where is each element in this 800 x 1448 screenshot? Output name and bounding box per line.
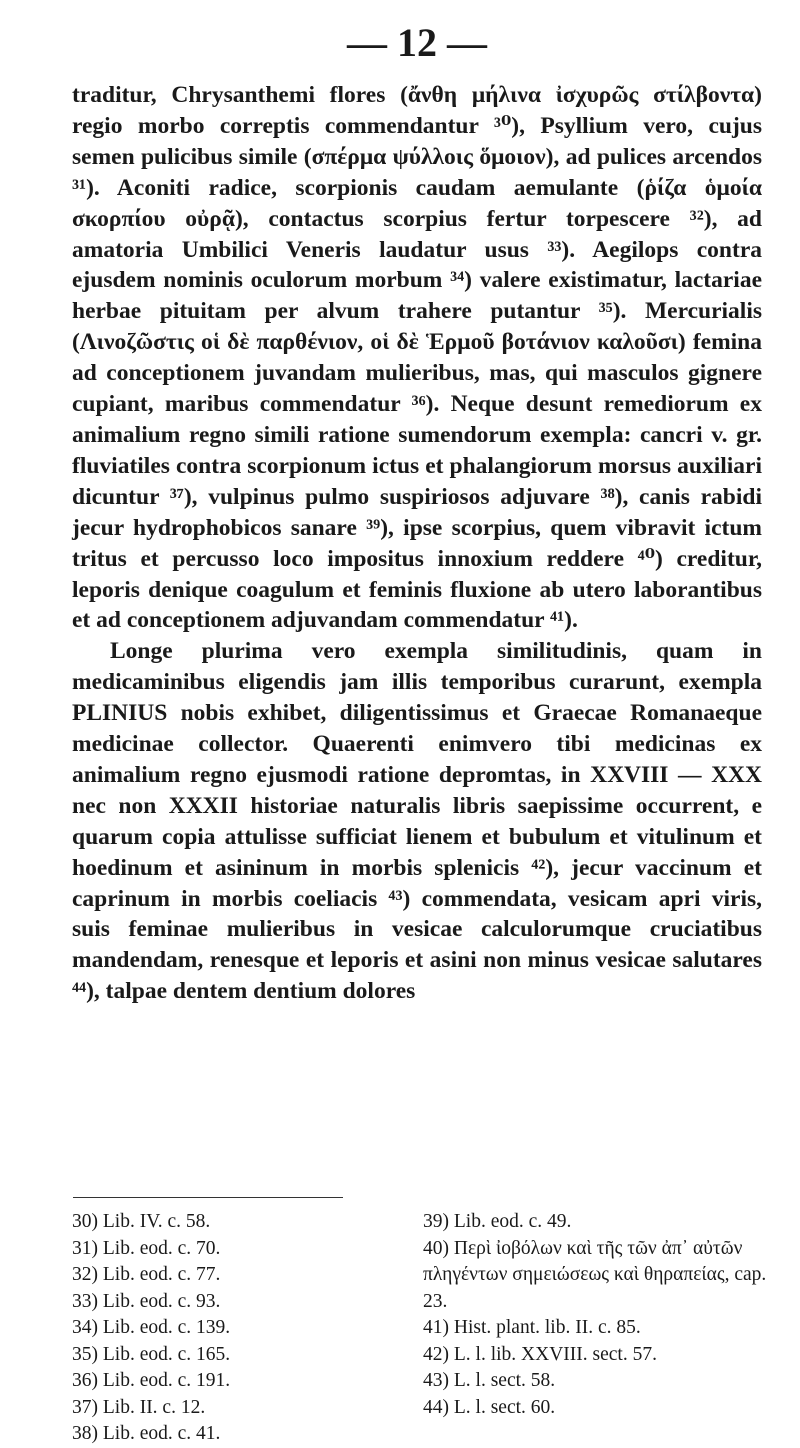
footnote-31: 31) Lib. eod. c. 70.	[72, 1237, 221, 1259]
main-text	[72, 80, 762, 1007]
footnote-36: 36) Lib. eod. c. 191.	[72, 1370, 231, 1391]
page	[72, 18, 762, 1007]
footnote-42: 42) L. l. lib. XXVIII. sect. 57.	[423, 1343, 657, 1365]
paragraph-2: Longe plurima vero exempla similitudinis, quam in medicaminibus eligendis jam illis temporibus curarunt, exempla PLINIUS nobis exhibet, diligentissimus et Graecae Romanaeque medicinae collector. Quaerenti enimvero tibi medicinas ex animalium regno ejusmodi ratione depromtas, in XXVIII — XXX nec non XXXII historiae naturalis libris saepissime occurrent, e quarum copia attulisse sufficiat lienem et bubulum et vitulinum et hoedinum et asininum in morbis splenicis ⁴²), jecur vaccinum et caprinum in morbis coeliacis ⁴³) commendata, vesicam apri viris, suis feminae mulieribus in vesicae calculorumque cruciatibus mandendam, renesque et leporis et asini non minus vesicae salutares ⁴⁴), talpae dentem dentium dolores	[72, 638, 762, 1005]
footnote-41: 41) Hist. plant. lib. II. c. 85.	[423, 1317, 641, 1338]
footnotes-left-column	[72, 1209, 382, 1448]
paragraph-1: traditur, Chrysanthemi flores (ἄνθη μήλινα ἰσχυρῶς στίλβοντα) regio morbo correptis commendantur ³⁰), Psyllium vero, cujus semen pulicibus simile (σπέρμα ψύλλοις ὅμοιον), ad pulices arcendos ³¹). Aconiti radice, scorpionis caudam aemulante (ῥίζα ὁμοία σκορπίου οὐρᾷ), contactus scorpius fertur torpescere ³²), ad amatoria Umbilici Veneris laudatur usus ³³). Aegilops contra ejusdem nominis oculorum morbum ³⁴) valere existimatur, lactariae herbae pituitam per alvum trahere putantur ³⁵). Mercurialis (Λινοζῶστις οἱ δὲ παρθένιον, οἱ δὲ Ἑρμοῦ βοτάνιον καλοῦσι) femina ad conceptionem juvandam mulieribus, mas, qui masculos gignere cupiant, maribus commendatur ³⁶). Neque desunt remediorum ex animalium regno simili ratione sumendorum exempla: cancri v. gr. fluviatiles contra scorpionum ictus et phalangiorum morsus auxiliari dicuntur ³⁷), vulpinus pulmo suspiriosos adjuvare ³⁸), canis rabidi jecur hydrophobicos sanare ³⁹), ipse scorpius, quem vibravit ictum tritus et percusso loco impositus innoxium reddere ⁴⁰) creditur, leporis denique coagulum et feminis fluxione ab utero laborantibus et ad conceptionem adjuvandam commendatur ⁴¹).	[72, 82, 762, 634]
footnote-divider	[73, 1197, 343, 1198]
page-number: — 12 —	[347, 20, 487, 65]
footnote-37: 37) Lib. II. c. 12.	[72, 1396, 206, 1418]
footnote-34: 34) Lib. eod. c. 139.	[72, 1317, 231, 1338]
footnote-35: 35) Lib. eod. c. 165.	[72, 1343, 231, 1365]
footnote-32: 32) Lib. eod. c. 77.	[72, 1264, 221, 1285]
footnote-30: 30) Lib. IV. c. 58.	[72, 1211, 211, 1232]
footnote-43: 43) L. l. sect. 58.	[423, 1370, 556, 1391]
footnote-44: 44) L. l. sect. 60.	[423, 1396, 556, 1418]
footnote-39: 39) Lib. eod. c. 49.	[423, 1211, 572, 1232]
footnotes-right-column	[423, 1209, 768, 1421]
footnote-40: 40) Περὶ ἰοβόλων καὶ τῆς τῶν ἀπ᾽ αὐτῶν πληγέντων σημειώσεως καὶ θηραπείας, cap. 23.	[423, 1237, 767, 1312]
footnote-33: 33) Lib. eod. c. 93.	[72, 1290, 221, 1312]
footnote-38: 38) Lib. eod. c. 41.	[72, 1423, 221, 1444]
